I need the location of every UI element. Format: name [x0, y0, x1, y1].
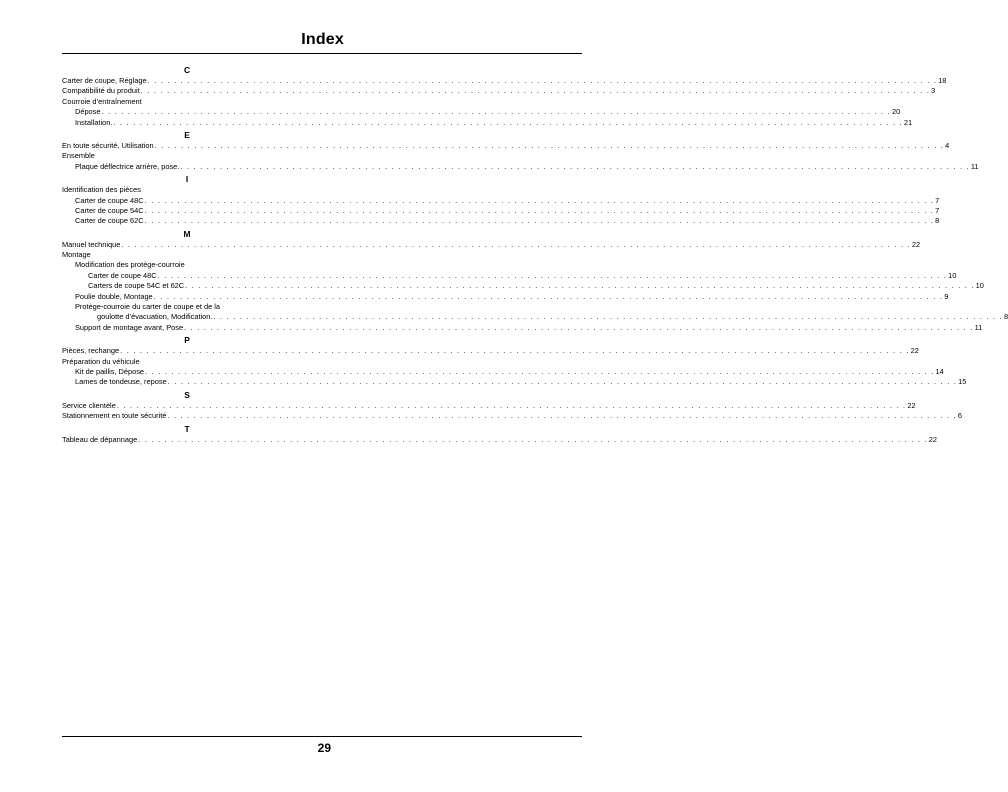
- index-entry: [62, 366, 944, 377]
- index-entry: [62, 117, 913, 128]
- index-entry-text: Identification des pièces: [62, 185, 141, 195]
- index-entry: [62, 291, 949, 302]
- header-rule: [62, 53, 582, 54]
- index-entry: [62, 107, 901, 117]
- dot-leader: . . . . . . . . . . . . . . . . . . . . . . . . . . . . . . . . . . . . . . . . . . . . . . . . . . . . . . . . . . . . . . . . . . . . . . . . . . . . . . . . . . . . . . . . . . . . . . . . . . . . . . . . . . . . . . . . . . . . . . . .: [184, 322, 974, 332]
- index-entry-text: Compatibilité du produit: [62, 86, 140, 96]
- index-entry-page: 7: [935, 195, 940, 205]
- dot-leader: . . . . . . . . . . . . . . . . . . . . . . . . . . . . . . . . . . . . . . . . . . . . . . . . . . . . . . . . . . . . . . . . . . . . . . . . . . . . . . . . . . . . . . . . . . . . . . . . . . . . . . . . . . . . . . . . . . . . . . . .: [116, 400, 907, 410]
- index-letter-heading: E: [184, 129, 190, 140]
- index-entry-page: 22: [911, 239, 921, 249]
- index-entry: [62, 400, 916, 411]
- index-entry-text: Kit de paillis, Dépose: [75, 366, 145, 376]
- index-entry: [62, 195, 940, 206]
- index-entry: [62, 86, 936, 96]
- index-letter-heading: C: [183, 65, 191, 75]
- index-letter-heading: I: [185, 174, 189, 185]
- index-entry-page: 21: [903, 117, 913, 127]
- index-entry-text: Lames de tondeuse, repose: [75, 377, 167, 387]
- index-entry-page: 22: [907, 400, 916, 410]
- index-entry: [62, 357, 312, 367]
- index-entry-text: Support de montage avant, Pose: [75, 322, 184, 332]
- dot-leader: . . . . . . . . . . . . . . . . . . . . . . . . . . . . . . . . . . . . . . . . . . . . . . . . . . . . . . . . . . . . . . . . . . . . . . . . . . . . . . . . . . . . . . . . . . . . . . . . . . . . . . . . . . . . . . . . . . . . . . . .: [145, 366, 935, 376]
- index-entry-page: 10: [948, 270, 957, 280]
- index-letter-heading: S: [184, 389, 190, 400]
- index-entry-text: Modification des protège-courroie: [75, 260, 185, 270]
- index-entry-page: 6: [957, 411, 962, 421]
- dot-leader: . . . . . . . . . . . . . . . . . . . . . . . . . . . . . . . . . . . . . . . . . . . . . . . . . . . . . . . . . . . . . . . . . . . . . . . . . . . . . . . . . . . . . . . . . . . . . . . . . . . . . . . . . . . . . . . . . . . . . . . .: [120, 346, 910, 356]
- index-entry-text: Ensemble: [62, 151, 95, 161]
- index-entry: [62, 377, 967, 387]
- dot-leader: . . . . . . . . . . . . . . . . . . . . . . . . . . . . . . . . . . . . . . . . . . . . . . . . . . . . . . . . . . . . . . . . . . . . . . . . . . . . . . . . . . . . . . . . . . . . . . . . . . . . . . . . . . . . . . . . . . . . . . . .: [180, 161, 970, 171]
- index-entry: [62, 434, 937, 445]
- page-title: Index: [301, 31, 344, 48]
- index-entry: [62, 76, 947, 86]
- index-entry: [62, 239, 921, 250]
- dot-leader: . . . . . . . . . . . . . . . . . . . . . . . . . . . . . . . . . . . . . . . . . . . . . . . . . . . . . . . . . . . . . . . . . . . . . . . . . . . . . . . . . . . . . . . . . . . . . . . . . . . . . . . . . . . . . . . . . . . . . . . .: [167, 411, 957, 421]
- index-entry: [62, 151, 312, 161]
- index-entry-text: Protège-courroie du carter de coupe et de la: [75, 302, 221, 312]
- index-entry-page: 4: [945, 140, 950, 150]
- index-entry-text: Carter de coupe 48C: [75, 195, 144, 205]
- index-entry-text: Carter de coupe 62C: [75, 216, 144, 226]
- index-entry-text: Carter de coupe 54C: [75, 205, 144, 215]
- dot-leader: . . . . . . . . . . . . . . . . . . . . . . . . . . . . . . . . . . . . . . . . . . . . . . . . . . . . . . . . . . . . . . . . . . . . . . . . . . . . . . . . . . . . . . . . . . . . . . . . . . . . . . . . . . . . . . . . . . . . . . . .: [185, 281, 975, 291]
- dot-leader: . . . . . . . . . . . . . . . . . . . . . . . . . . . . . . . . . . . . . . . . . . . . . . . . . . . . . . . . . . . . . . . . . . . . . . . . . . . . . . . . . . . . . . . . . . . . . . . . . . . . . . . . . . . . . . . . . . . . . . . .: [213, 312, 1003, 322]
- dot-leader: . . . . . . . . . . . . . . . . . . . . . . . . . . . . . . . . . . . . . . . . . . . . . . . . . . . . . . . . . . . . . . . . . . . . . . . . . . . . . . . . . . . . . . . . . . . . . . . . . . . . . . . . . . . . . . . . . . . . . . . .: [138, 434, 928, 444]
- index-entry-page: 7: [935, 205, 940, 215]
- index-entry: [62, 411, 962, 421]
- index-entry: [62, 185, 312, 195]
- index-entry-text: Tableau de dépannage: [62, 434, 138, 444]
- index-entry-text: Montage: [62, 250, 91, 260]
- index-entry: [62, 216, 940, 226]
- index-entry-page: 22: [910, 346, 919, 356]
- index-entry-text: Carter de coupe 48C: [88, 270, 157, 280]
- dot-leader: . . . . . . . . . . . . . . . . . . . . . . . . . . . . . . . . . . . . . . . . . . . . . . . . . . . . . . . . . . . . . . . . . . . . . . . . . . . . . . . . . . . . . . . . . . . . . . . . . . . . . . . . . . . . . . . . . . . . . . . .: [140, 86, 931, 96]
- index-entry: [62, 250, 312, 260]
- dot-leader: . . . . . . . . . . . . . . . . . . . . . . . . . . . . . . . . . . . . . . . . . . . . . . . . . . . . . . . . . . . . . . . . . . . . . . . . . . . . . . . . . . . . . . . . . . . . . . . . . . . . . . . . . . . . . . . . . . . . . . . .: [144, 205, 935, 215]
- dot-leader: . . . . . . . . . . . . . . . . . . . . . . . . . . . . . . . . . . . . . . . . . . . . . . . . . . . . . . . . . . . . . . . . . . . . . . . . . . . . . . . . . . . . . . . . . . . . . . . . . . . . . . . . . . . . . . . . . . . . . . . .: [121, 239, 911, 249]
- index-entry-page: 15: [958, 377, 967, 387]
- index-entry: [62, 281, 984, 291]
- dot-leader: . . . . . . . . . . . . . . . . . . . . . . . . . . . . . . . . . . . . . . . . . . . . . . . . . . . . . . . . . . . . . . . . . . . . . . . . . . . . . . . . . . . . . . . . . . . . . . . . . . . . . . . . . . . . . . . . . . . . . . . .: [154, 140, 945, 150]
- index-entry-text: Poulie double, Montage: [75, 291, 153, 301]
- index-entry: [62, 312, 1008, 322]
- index-entry: [62, 270, 957, 281]
- index-column: [62, 63, 1008, 445]
- page-number: 29: [317, 741, 331, 755]
- index-entry-text: En toute sécurité, Utilisation: [62, 140, 154, 150]
- dot-leader: . . . . . . . . . . . . . . . . . . . . . . . . . . . . . . . . . . . . . . . . . . . . . . . . . . . . . . . . . . . . . . . . . . . . . . . . . . . . . . . . . . . . . . . . . . . . . . . . . . . . . . . . . . . . . . . . . . . . . . . .: [101, 107, 891, 117]
- dot-leader: . . . . . . . . . . . . . . . . . . . . . . . . . . . . . . . . . . . . . . . . . . . . . . . . . . . . . . . . . . . . . . . . . . . . . . . . . . . . . . . . . . . . . . . . . . . . . . . . . . . . . . . . . . . . . . . . . . . . . . . .: [153, 291, 944, 301]
- index-letter-heading: M: [183, 228, 191, 239]
- index-entry-text: Service clientèle: [62, 400, 116, 410]
- index-entry-page: 20: [892, 107, 901, 117]
- index-letter-heading: T: [184, 423, 190, 434]
- index-entry-page: 9: [944, 291, 949, 301]
- index-entry-page: 11: [970, 161, 979, 171]
- index-entry-page: 10: [975, 281, 984, 291]
- index-entry: [62, 322, 983, 333]
- index-entry-text: Courroie d’entraînement: [62, 96, 142, 106]
- index-entry-text: Pièces, rechange: [62, 346, 120, 356]
- index-entry: [62, 302, 312, 312]
- dot-leader: . . . . . . . . . . . . . . . . . . . . . . . . . . . . . . . . . . . . . . . . . . . . . . . . . . . . . . . . . . . . . . . . . . . . . . . . . . . . . . . . . . . . . . . . . . . . . . . . . . . . . . . . . . . . . . . . . . . . . . . .: [167, 377, 958, 387]
- index-entry: [62, 97, 312, 107]
- dot-leader: . . . . . . . . . . . . . . . . . . . . . . . . . . . . . . . . . . . . . . . . . . . . . . . . . . . . . . . . . . . . . . . . . . . . . . . . . . . . . . . . . . . . . . . . . . . . . . . . . . . . . . . . . . . . . . . . . . . . . . . .: [144, 216, 935, 226]
- index-entry: [62, 260, 312, 270]
- index-entry-page: 11: [974, 322, 983, 332]
- index-entry-text: Carters de coupe 54C et 62C: [88, 281, 185, 291]
- index-entry-page: 22: [928, 434, 937, 444]
- index-entry-text: Manuel technique: [62, 239, 121, 249]
- index-entry-page: 14: [935, 366, 944, 376]
- index-entry: [62, 140, 950, 151]
- index-entry: [62, 161, 979, 172]
- index-entry-text: Stationnement en toute sécurité: [62, 411, 167, 421]
- index-entry-page: 3: [931, 86, 936, 96]
- index-entry-page: 8: [935, 216, 940, 226]
- index-entry-text: Dépose: [75, 107, 101, 117]
- index-entry-text: Installation.: [75, 117, 113, 127]
- index-entry: [62, 346, 919, 356]
- footer-rule: [62, 736, 582, 737]
- dot-leader: . . . . . . . . . . . . . . . . . . . . . . . . . . . . . . . . . . . . . . . . . . . . . . . . . . . . . . . . . . . . . . . . . . . . . . . . . . . . . . . . . . . . . . . . . . . . . . . . . . . . . . . . . . . . . . . . . . . . . . . .: [144, 195, 935, 205]
- index-entry-text: Carter de coupe, Réglage: [62, 76, 147, 85]
- dot-leader: . . . . . . . . . . . . . . . . . . . . . . . . . . . . . . . . . . . . . . . . . . . . . . . . . . . . . . . . . . . . . . . . . . . . . . . . . . . . . . . . . . . . . . . . . . . . . . . . . . . . . . . . . . . . . . . . . . . . . . . .: [113, 117, 903, 127]
- index-entry-page: 8: [1003, 312, 1008, 322]
- index-letter-heading: P: [184, 335, 190, 346]
- dot-leader: . . . . . . . . . . . . . . . . . . . . . . . . . . . . . . . . . . . . . . . . . . . . . . . . . . . . . . . . . . . . . . . . . . . . . . . . . . . . . . . . . . . . . . . . . . . . . . . . . . . . . . . . . . . . . . . . . . . . . . . .: [157, 270, 948, 280]
- index-entry-text: Plaque déflectrice arrière, pose.: [75, 161, 180, 171]
- index-entry-text: goulotte d’évacuation, Modification.: [97, 312, 213, 322]
- dot-leader: . . . . . . . . . . . . . . . . . . . . . . . . . . . . . . . . . . . . . . . . . . . . . . . . . . . . . . . . . . . . . . . . . . . . . . . . . . . . . . . . . . . . . . . . . . . . . . . . . . . . . . . . . . . . . . . . . . . . . . . .: [147, 76, 938, 85]
- index-entry-page: 18: [938, 76, 947, 85]
- index-entry: [62, 205, 940, 216]
- index-entry-text: Préparation du véhicule: [62, 356, 140, 366]
